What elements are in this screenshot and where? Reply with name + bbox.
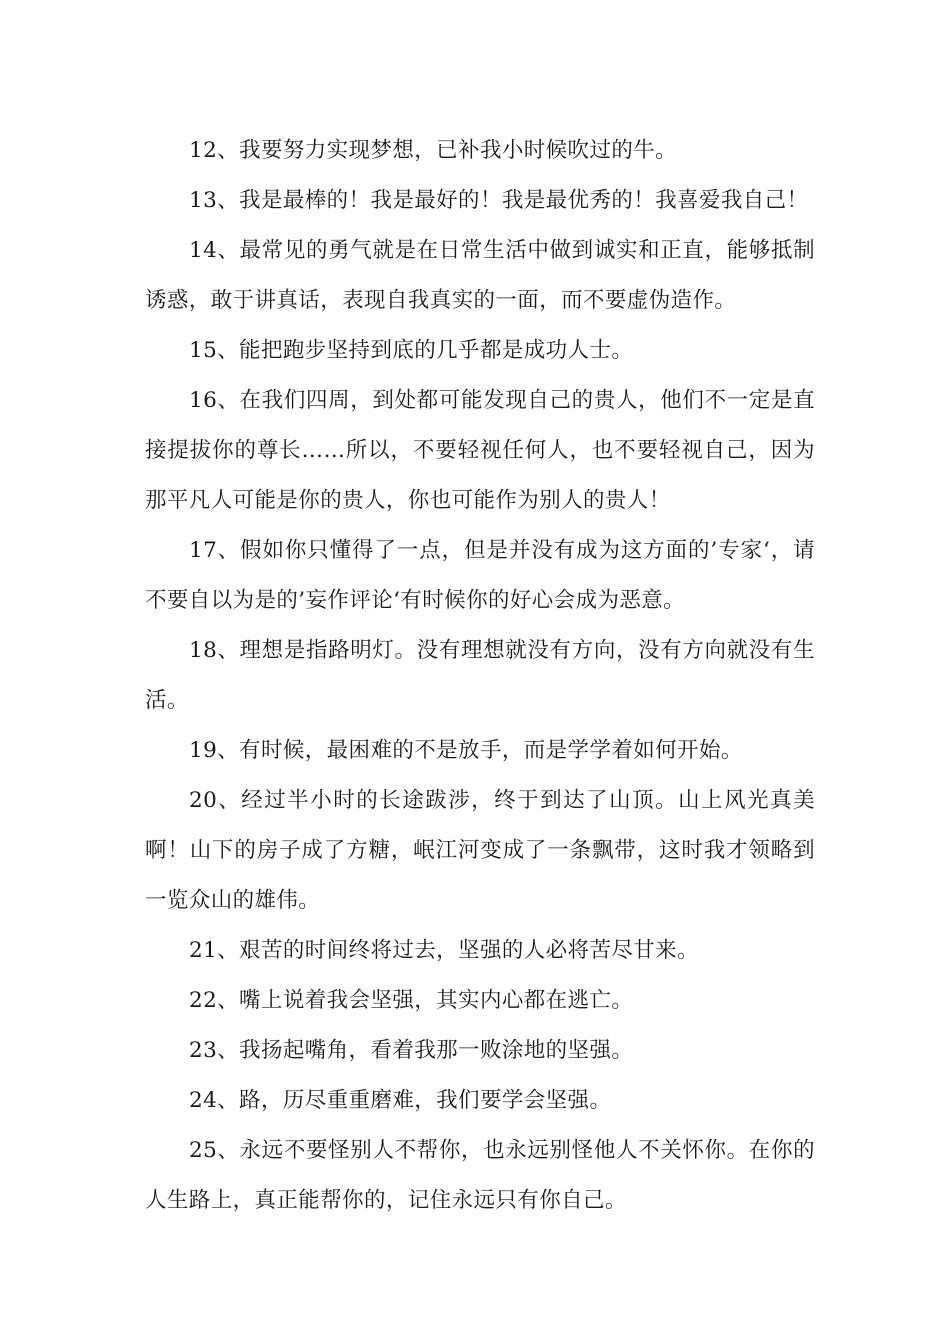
paragraph-23: 23、我扬起嘴角，看着我那一败涂地的坚强。 — [189, 1038, 634, 1063]
paragraph-22: 22、嘴上说着我会坚强，其实内心都在逃亡。 — [189, 988, 634, 1013]
paragraph-19: 19、有时候，最困难的不是放手，而是学学着如何开始。 — [189, 738, 743, 763]
paragraph-13: 13、我是最棒的！我是最好的！我是最优秀的！我喜爱我自己！ — [189, 188, 809, 213]
paragraph-21: 21、艰苦的时间终将过去，坚强的人必将苦尽甘来。 — [189, 938, 699, 963]
paragraph-25: 25、永远不要怪别人不帮你，也永远别怪他人不关怀你。在你的人生路上，真正能帮你的，记住永远只有你自己。 — [145, 1138, 815, 1213]
paragraph-20: 20、经过半小时的长途跋涉，终于到达了山顶。山上风光真美啊！山下的房子成了方糖，岷江河变成了一条飘带，这时我才领略到一览众山的雄伟。 — [145, 788, 815, 913]
paragraph-14: 14、最常见的勇气就是在日常生活中做到诚实和正直，能够抵制诱惑，敢于讲真话，表现自我真实的一面，而不要虚伪造作。 — [145, 238, 815, 313]
paragraph-24: 24、路，历尽重重磨难，我们要学会坚强。 — [189, 1088, 612, 1113]
paragraph-17: 17、假如你只懂得了一点，但是并没有成为这方面的’专家‘，请不要自以为是的’妄作评论‘有时候你的好心会成为恶意。 — [145, 538, 815, 613]
paragraph-18: 18、理想是指路明灯。没有理想就没有方向，没有方向就没有生活。 — [145, 638, 815, 713]
document-body — [145, 126, 815, 1226]
paragraph-12: 12、我要努力实现梦想，已补我小时候吹过的牛。 — [189, 138, 678, 163]
paragraph-16: 16、在我们四周，到处都可能发现自己的贵人，他们不一定是直接提拔你的尊长……所以，不要轻视任何人，也不要轻视自己，因为那平凡人可能是你的贵人，你也可能作为别人的贵人！ — [145, 388, 815, 513]
paragraph-15: 15、能把跑步坚持到底的几乎都是成功人士。 — [189, 338, 634, 363]
